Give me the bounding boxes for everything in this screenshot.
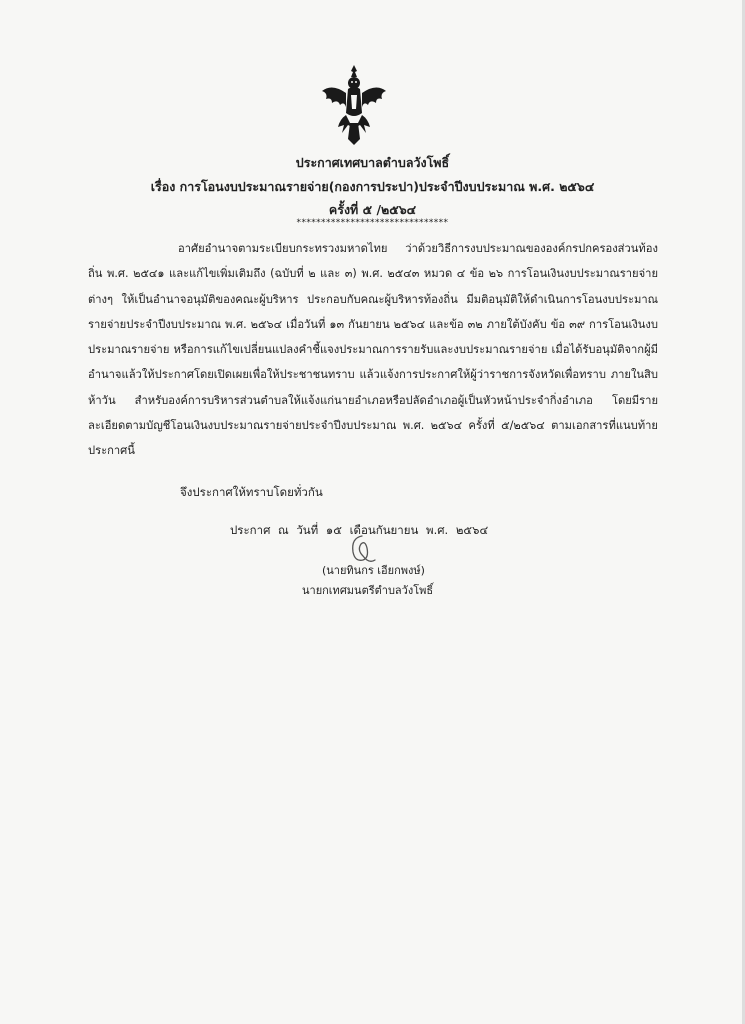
closing-statement: จึงประกาศให้ทราบโดยทั่วกัน <box>180 485 323 499</box>
announcement-subject: เรื่อง การโอนงบประมาณรายจ่าย(กองการประปา)ประจำปีงบประมาณ พ.ศ. ๒๕๖๔ <box>150 179 595 194</box>
announcement-title: ประกาศเทศบาลตำบลวังโพธิ์ <box>295 155 450 170</box>
announcement-number: ครั้งที่ ๕ /๒๕๖๔ <box>328 202 417 217</box>
asterisk-divider: ******************************* <box>296 218 449 228</box>
signatory-name: (นายทินกร เอียกพงษ์) <box>322 564 425 577</box>
announcement-date: ประกาศ ณ วันที่ ๑๕ เดือนกันยายน พ.ศ. ๒๕๖๔ <box>230 523 489 537</box>
body-paragraph: อาศัยอำนาจตามระเบียบกระทรวงมหาดไทย ว่าด้วยวิธีการงบประมาณขององค์กรปกครองส่วนท้องถิ่น พ.ศ. ๒๕๔๑ และแก้ไขเพิ่มเติมถึง (ฉบับที่ ๒ และ ๓) พ.ศ. ๒๕๔๓ หมวด ๔ ข้อ ๒๖ การโอนเงินงบประมาณรายจ่ายต่างๆ ให้เป็นอำนาจอนุมัติของคณะผู้บริหาร ประกอบกับคณะผู้บริหารท้องถิ่น มีมติอนุมัติให้ดำเนินการโอนงบประมาณรายจ่ายประจำปีงบประมาณ พ.ศ. ๒๕๖๔ เมื่อวันที่ ๑๓ กันยายน ๒๕๖๔ และข้อ ๓๒ ภายใต้บังคับ ข้อ ๓๙ การโอนเงินงบประมาณรายจ่าย หรือการแก้ไขเปลี่ยนแปลงคำชี้แจงประมาณการรายรับและงบประมาณรายจ่าย เมื่อได้รับอนุมัติจากผู้มีอำนาจแล้วให้ประกาศโดยเปิดเผยเพื่อให้ประชาชนทราบ แล้วแจ้งการประกาศให้ผู้ว่าราชการจังหวัดเพื่อทราบ ภายในสิบห้าวัน สำหรับองค์การบริหารส่วนตำบลให้แจ้งแก่นายอำเภอหรือปลัดอำเภอผู้เป็นหัวหน้าประจำกิ่งอำเภอ โดยมีรายละเอียดตามบัญชีโอนเงินงบประมาณรายจ่ายประจำปีงบประมาณ พ.ศ. ๒๕๖๔ ครั้งที่ ๕/๒๕๖๔ ตามเอกสารที่แนบท้ายประกาศนี้ <box>88 242 658 458</box>
signatory-position: นายกเทศมนตรีตำบลวังโพธิ์ <box>302 584 434 597</box>
garuda-emblem-icon <box>318 63 390 147</box>
